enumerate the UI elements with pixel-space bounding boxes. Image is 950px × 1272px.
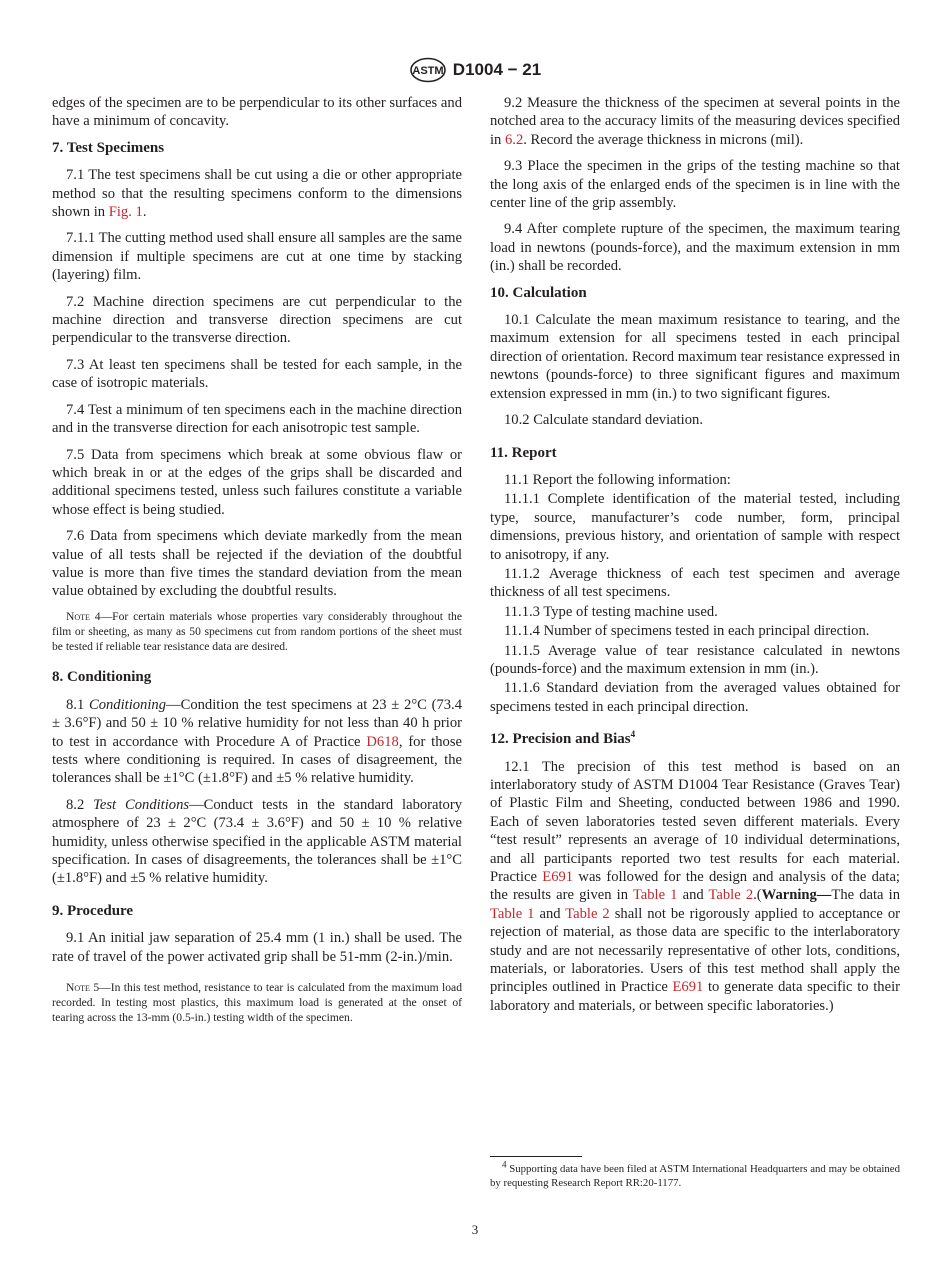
para-10-1: 10.1 Calculate the mean maximum resistance to tearing, and the maximum extension for all specimens tested in each principal direction of orientation. Record maximum tear resistance expressed in newtons (pounds-force) to three significant figures and maximum extension expressed in mm (in.) to two significant figures.: [490, 312, 900, 402]
left-column: [52, 94, 462, 1034]
para-7-3: 7.3 At least ten specimens shall be tested for each sample, in the case of isotropic materials.: [52, 356, 462, 392]
para-7-1-1: 7.1.1 The cutting method used shall ensure all samples are the same dimension if multiple specimens are cut at one time by stacking (layering) film.: [52, 230, 462, 284]
link-fig-1[interactable]: Fig. 1: [108, 204, 143, 221]
para-7-1: 7.1 The test specimens shall be cut using a die or other appropriate method so that the resulting specimens conform to the dimensions shown in Fig. 1.: [52, 167, 462, 221]
para-7-6: 7.6 Data from specimens which deviate markedly from the mean value of all tests shall be rejected if the deviation of the doubtful value is more than five times the standard deviation from the mean value obtained by excluding the doubtful results.: [52, 528, 462, 600]
para-11-1-5: 11.1.5 Average value of tear resistance calculated in newtons (pounds-force) and the maximum extension in mm (in.).: [490, 642, 900, 677]
note-4: Note 4—For certain materials whose properties vary considerably throughout the film or sheeting, as many as 50 specimens cut from random portions of the sheet must be tested if reliable tear resistance data are desired.: [52, 609, 462, 654]
para-9-3: 9.3 Place the specimen in the grips of the testing machine so that the long axis of the enlarged ends of the specimen is in line with the center line of the grip assembly.: [490, 158, 900, 212]
para-9-2: 9.2 Measure the thickness of the specimen at several points in the notched area to the accuracy limits of the measuring devices specified in 6.2. Record the average thickness in microns (mil).: [490, 95, 900, 148]
link-6-2[interactable]: 6.2: [505, 131, 524, 148]
page-number: 3: [471, 1222, 479, 1237]
link-d618[interactable]: D618: [366, 733, 399, 750]
para-11-1: 11.1 Report the following information:: [504, 471, 731, 488]
astm-logo: [409, 57, 447, 83]
para-8-2: 8.2 Test Conditions—Conduct tests in the standard laboratory atmosphere of 23 ± 2°C (73.4 ± 3.6°F) and 50 ± 10 % relative humidity, unless otherwise specified in the applicable ASTM material specification. In cases of disagreements, the tolerances shall be ±1°C (±1.8°F) and ±5 % relative humidity.: [52, 796, 463, 887]
para-11-1-1: 11.1.1 Complete identification of the material tested, including type, source, manufacturer’s code number, form, principal dimensions, previous history, and orientation of sample with respect to anisotropy, if any.: [490, 491, 900, 563]
para-10-2: 10.2 Calculate standard deviation.: [504, 412, 703, 429]
heading-conditioning: 8. Conditioning: [52, 669, 152, 686]
document-id: D1004 − 21: [452, 60, 542, 79]
para-9-4: 9.4 After complete rupture of the specimen, the maximum tearing load in newtons (pounds-force), and the maximum extension in mm (in.) shall be recorded.: [490, 221, 900, 275]
heading-procedure: 9. Procedure: [52, 902, 134, 919]
intro-text: edges of the specimen are to be perpendicular to its other surfaces and have a minimum of concavity.: [52, 95, 462, 130]
link-e691[interactable]: E691: [542, 869, 574, 886]
para-11-1-3: 11.1.3 Type of testing machine used.: [504, 603, 718, 620]
page-header: [0, 55, 950, 85]
para-7-5: 7.5 Data from specimens which break at some obvious flaw or which break in or at the edges of the grips shall be discarded and additional specimens tested, unless such failures constitute a variable whose effect is being studied.: [52, 446, 462, 518]
note-5: Note 5—In this test method, resistance to tear is calculated from the maximum load recorded. In testing most plastics, this maximum load is generated at the onset of tearing across the 13-mm (0.5-in.) testing width of the specimen.: [52, 981, 462, 1025]
footnote-marker: 4: [630, 729, 636, 740]
link-table-1[interactable]: Table 1: [490, 905, 535, 922]
link-table-2[interactable]: Table 2: [565, 905, 610, 922]
heading-calculation: 10. Calculation: [490, 284, 587, 301]
heading-precision-bias: 12. Precision and Bias$^4$: [490, 729, 636, 748]
para-11-1-6: 11.1.6 Standard deviation from the averaged values obtained for specimens tested in each principal direction.: [490, 680, 900, 715]
heading-report: 11. Report: [490, 444, 557, 461]
para-12-1: 12.1 The precision of this test method is based on an interlaboratory study of ASTM D1004 Tear Resistance (Graves Tear) of Plastic Film and Sheeting, conducted between 1986 and 1990. Each of seven laboratories tested seven different materials. Every “test result” represents an average of 10 individual determinations, and all participants reported two test results for each material. Practice E691 was followed for the design and analysis of the data; the results are given in Table 1 and Table 2.(Warning—The data in Table 1 and Table 2 shall not be rigorously applied to acceptance or rejection of material, as those data are specific to the interlaboratory study and are not necessarily representative of other lots, conditions, materials, or laboratories. Users of this test method shall apply the principles outlined in Practice E691 to generate data specific to their laboratory and materials, or between specific laboratories.): [490, 758, 900, 1014]
link-table-2[interactable]: Table 2: [708, 887, 754, 904]
footnote: $^4$ Supporting data have been filed at ASTM International Headquarters and may be obtained by requesting Research Report RR:20-1177.: [490, 1159, 900, 1189]
para-7-2: 7.2 Machine direction specimens are cut perpendicular to the machine direction and transverse direction specimens are cut perpendicular to the transverse direction.: [52, 293, 462, 347]
logo-text: ASTM: [412, 65, 444, 77]
footnote-divider: [490, 1156, 582, 1157]
para-9-1: 9.1 An initial jaw separation of 25.4 mm (1 in.) shall be used. The rate of travel of the power activated grip shall be 51-mm (2-in.)/min.: [52, 930, 462, 965]
right-column: [490, 94, 900, 1023]
link-table-1[interactable]: Table 1: [632, 887, 678, 904]
para-8-1: 8.1 Conditioning—Condition the test specimens at 23 ± 2°C (73.4 ± 3.6°F) and 50 ± 10 % relative humidity for not less than 40 h prior to test in accordance with Procedure A of Practice D618, for those tests where conditioning is required. In cases of disagreement, the tolerances shall be ±1°C (±1.8°F) and ±5 % relative humidity.: [52, 696, 463, 787]
para-7-4: 7.4 Test a minimum of ten specimens each in the machine direction and in the transverse direction for each anisotropic test sample.: [52, 401, 462, 437]
link-e691[interactable]: E691: [672, 979, 704, 996]
para-11-1-4: 11.1.4 Number of specimens tested in each principal direction.: [504, 623, 870, 640]
para-11-1-2: 11.1.2 Average thickness of each test specimen and average thickness of all test specimens.: [490, 565, 900, 601]
warning-label: Warning—: [761, 887, 832, 904]
heading-test-specimens: 7. Test Specimens: [52, 139, 165, 156]
